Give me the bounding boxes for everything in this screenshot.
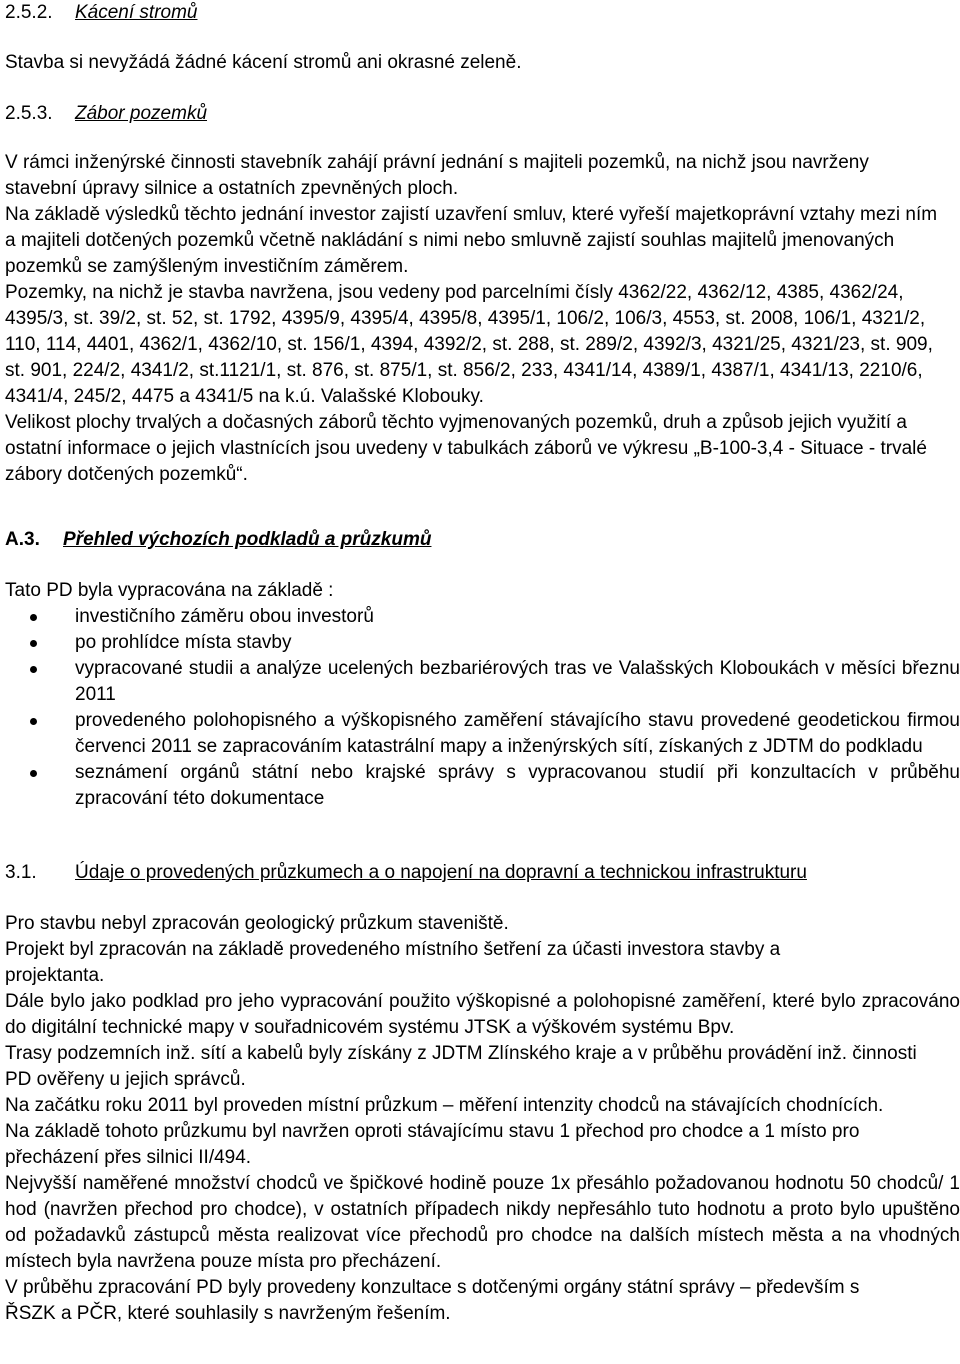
paragraph: Velikost plochy trvalých a dočasných záborů těchto vyjmenovaných pozemků, druh a způsob jejich využití a ostatní informace o jejich vlastnících jsou uvedeny v tabulkách záborů ve výkresu „B-100-3,4 - Situace - trvalé zábory dotčených pozemků“. bbox=[5, 412, 927, 485]
section-a3-heading bbox=[5, 527, 957, 553]
section-title: Údaje o provedených průzkumech a o napojení na dopravní a technickou infrastrukturu bbox=[75, 862, 807, 883]
paragraph: Trasy podzemních inž. sítí a kabelů byly získány z JDTM Zlínského kraje a v průběhu provádění inž. činnosti PD ověřeny u jejich správců. bbox=[5, 1043, 917, 1090]
section-2-5-2-heading bbox=[5, 0, 957, 26]
section-number: 3.1. bbox=[5, 862, 37, 883]
paragraph: Na základě tohoto průzkumu byl navržen oproti stávajícímu stavu 1 přechod pro chodce a 1 místo pro přecházení přes silnici II/494. bbox=[5, 1121, 860, 1168]
list-item: vypracované studii a analýze ucelených bezbariérových tras ve Valašských Kloboukách v měsíci březnu 2011 bbox=[5, 656, 960, 708]
section-number: 2.5.3. bbox=[5, 103, 53, 124]
paragraph: Na základě výsledků těchto jednání investor zajistí uzavření smluv, které vyřeší majetkoprávní vztahy mezi ním a majiteli dotčených pozemků včetně nakládání s nimi nebo smluvně zajistí souhlas majitelů jmenovaných pozemků se zamýšleným investičním záměrem. bbox=[5, 204, 938, 277]
paragraph: Pro stavbu nebyl zpracován geologický průzkum staveniště. bbox=[5, 913, 509, 934]
paragraph: V průběhu zpracování PD byly provedeny konzultace s dotčenými orgány státní správy – především s ŘSZK a PČR, které souhlasily s navrženým řešením. bbox=[5, 1277, 860, 1324]
paragraph: V rámci inženýrské činnosti stavebník zahájí právní jednání s majiteli pozemků, na nichž jsou navrženy stavební úpravy silnice a ostatních zpevněných ploch. bbox=[5, 152, 869, 199]
list-item: investičního záměru obou investorů bbox=[5, 604, 960, 630]
section-title: Přehled výchozích podkladů a průzkumů bbox=[63, 529, 432, 550]
paragraph: Dále bylo jako podklad pro jeho vypracování použito výškopisné a polohopisné zaměření, které bylo zpracováno do digitální technické mapy v souřadnicovém systému JTSK a výškovém systému Bpv. bbox=[5, 991, 960, 1038]
bullet-icon bbox=[30, 718, 37, 725]
bullet-icon bbox=[30, 640, 37, 647]
section-title: Kácení stromů bbox=[75, 2, 198, 23]
paragraph: Projekt byl zpracován na základě provedeného místního šetření za účasti investora stavby a projektanta. bbox=[5, 939, 781, 986]
bullet-icon bbox=[30, 770, 37, 777]
list-item: seznámení orgánů státní nebo krajské správy s vypracovanou studií při konzultacích v průběhu zpracování této dokumentace bbox=[5, 760, 960, 812]
paragraph: Na začátku roku 2011 byl proveden místní průzkum – měření intenzity chodců na stávajících chodnících. bbox=[5, 1095, 884, 1116]
section-3-1-heading bbox=[5, 860, 957, 886]
section-2-5-3-heading bbox=[5, 101, 957, 127]
paragraph: Pozemky, na nichž je stavba navržena, jsou vedeny pod parcelními čísly 4362/22, 4362/12, 4385, 4362/24, 4395/3, st. 39/2, st. 52, st. 1792, 4395/9, 4395/4, 4395/8, 4395/1, 106/2, 106/3, 4553, st. 2008, 106/1, 4321/2, 110, 114, 4401, 4362/1, 4362/10, st. 156/1, 4394, 4392/2, st. 288, st. 289/2, 4392/3, 4321/25, 4321/23, st. 909, st. 901, 224/2, 4341/2, st.1121/1, st. 876, st. 875/1, st. 856/2, 233, 4341/14, 4389/1, 4387/1, 4341/13, 2210/6, 4341/4, 245/2, 4475 a 4341/5 na k.ú. Valašské Klobouky. bbox=[5, 282, 933, 407]
section-3-1-body bbox=[5, 911, 960, 1327]
bullet-list bbox=[5, 604, 960, 812]
section-2-5-3-body bbox=[5, 150, 938, 488]
section-number: 2.5.2. bbox=[5, 2, 53, 23]
paragraph: Tato PD byla vypracována na základě : bbox=[5, 580, 334, 601]
paragraph: Stavba si nevyžádá žádné kácení stromů ani okrasné zeleně. bbox=[5, 52, 522, 73]
list-item: provedeného polohopisného a výškopisného zaměření stávajícího stavu provedené geodetickou firmou červenci 2011 se zapracováním katastrální mapy a inženýrských sítí, získaných z JDTM do podkladu bbox=[5, 708, 960, 760]
bullet-icon bbox=[30, 614, 37, 621]
section-a3-intro bbox=[5, 578, 957, 604]
section-2-5-2-text bbox=[5, 50, 957, 76]
section-number: A.3. bbox=[5, 529, 40, 550]
list-item: po prohlídce místa stavby bbox=[5, 630, 960, 656]
bullet-icon bbox=[30, 666, 37, 673]
paragraph: Nejvyšší naměřené množství chodců ve špičkové hodině pouze 1x přesáhlo požadovanou hodnotu 50 chodců/ 1 hod (navržen přechod pro chodce), v ostatních případech nikdy nepřesáhlo tuto hodnotu a proto bylo upuštěno od požadavků zástupců města realizovat více přechodů pro chodce na dalších místech města a na vhodných místech byla navržena pouze místa pro přecházení. bbox=[5, 1173, 960, 1272]
section-title: Zábor pozemků bbox=[75, 103, 208, 124]
